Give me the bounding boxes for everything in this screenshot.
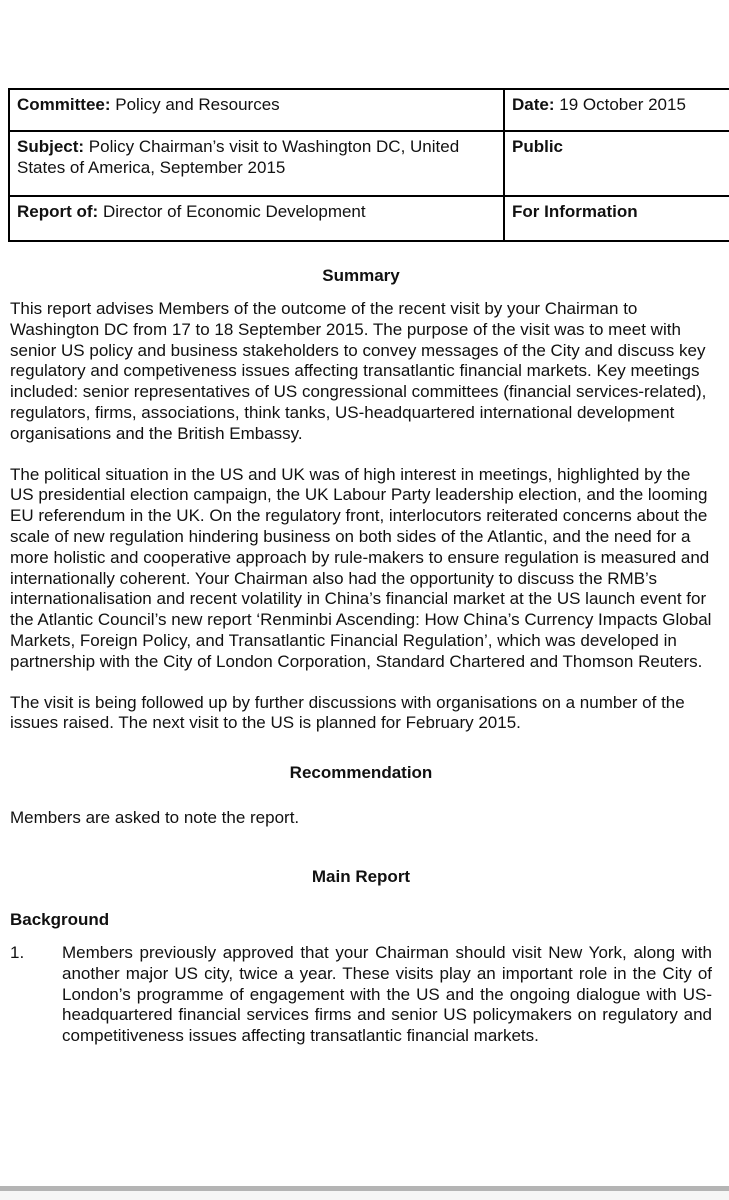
background-heading: Background <box>10 909 110 929</box>
committee-label: Committee: <box>17 95 111 114</box>
summary-paragraph-2: The political situation in the US and UK was of high interest in meetings, highlighted by the US presidential election campaign, the UK Labour Party leadership election, and the looming EU referendum in the UK. On the regulatory front, interlocutors reiterated concerns about the scale of new regulation hindering business on both sides of the Atlantic, and the need for a more holistic and cooperative approach by rule-makers to ensure regulation is measured and internationally coherent. Your Chairman also had the opportunity to discuss the RMB’s internationalisation and recent volatility in China’s financial market at the US launch event for the Atlantic Council’s new report ‘Renminbi Ascending: How China’s Currency Impacts Global Markets, Foreign Policy, and Transatlantic Financial Regulation’, which was developed in partnership with the City of London Corporation, Standard Chartered and Thomson Reuters. <box>10 464 712 671</box>
numbered-item-1-number: 1. <box>10 942 25 962</box>
subject-cell <box>9 131 504 196</box>
date-value: 19 October 2015 <box>559 95 686 114</box>
report-of-label: Report of: <box>17 202 99 221</box>
for-information-cell <box>504 196 729 241</box>
numbered-item-1-text: Members previously approved that your Chairman should visit New York, along with another major US city, twice a year. These visits play an important role in the City of London’s programme of engagement with the US and the ongoing dialogue with US-headquartered financial services firms and senior US policymakers on regulatory and competitiveness issues affecting transatlantic financial markets. <box>62 942 712 1046</box>
report-meta-table <box>8 88 729 242</box>
report-of-cell <box>9 196 504 241</box>
screenshot-bottom-edge-fill <box>0 1191 729 1200</box>
report-body <box>10 240 712 1047</box>
date-cell <box>504 89 729 131</box>
recommendation-body: Members are asked to note the report. <box>10 808 300 828</box>
recommendation-heading: Recommendation <box>289 763 433 783</box>
meta-row-report-of <box>9 196 729 241</box>
meta-row-committee <box>9 89 729 131</box>
meta-row-subject <box>9 131 729 196</box>
public-cell <box>504 131 729 196</box>
summary-paragraph-3: The visit is being followed up by further discussions with organisations on a number of the issues raised. The next visit to the US is planned for February 2015. <box>10 692 685 733</box>
report-of-value: Director of Economic Development <box>102 202 366 221</box>
public-label: Public <box>512 137 564 156</box>
date-label: Date: <box>512 95 555 114</box>
subject-value: Policy Chairman’s visit to Washington DC, United States of America, September 2015 <box>17 137 460 177</box>
subject-label: Subject: <box>17 137 85 156</box>
summary-heading: Summary <box>322 266 400 285</box>
main-report-heading: Main Report <box>311 866 411 886</box>
committee-value: Policy and Resources <box>115 95 280 114</box>
numbered-item-1 <box>10 943 712 1047</box>
summary-paragraph-1: This report advises Members of the outcome of the recent visit by your Chairman to Washington DC from 17 to 18 September 2015. The purpose of the visit was to meet with senior US policy and business stakeholders to convey messages of the City and discuss key regulatory and competiveness issues affecting transatlantic financial markets. Key meetings included: senior representatives of US congressional committees (financial services-related), regulators, firms, associations, think tanks, US-headquartered international development organisations and the British Embassy. <box>10 299 707 443</box>
committee-cell <box>9 89 504 131</box>
for-information-label: For Information <box>512 202 638 221</box>
